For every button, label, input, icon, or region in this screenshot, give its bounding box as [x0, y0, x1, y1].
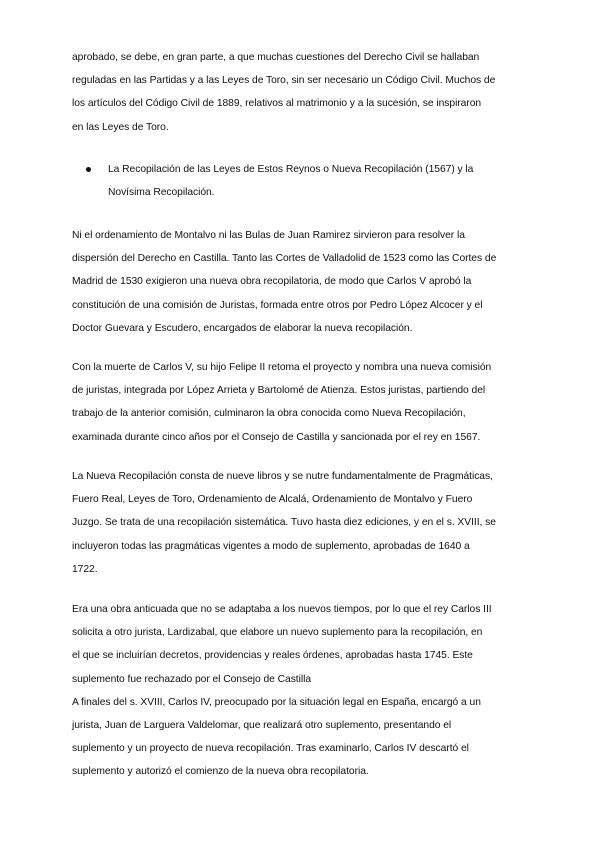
- paragraph-2: [72, 224, 534, 340]
- text-line: constitución de una comisión de Juristas, formada entre otros por Pedro López Alcocer y el: [72, 299, 483, 311]
- text-line: Novísima Recopilación.: [108, 187, 215, 199]
- text-line: Era una obra anticuada que no se adaptaba a los nuevos tiempos, por lo que el rey Carlos III: [72, 604, 492, 615]
- text-line: de juristas, integrada por López Arrieta y Bartolomé de Atienza. Estos juristas, partiendo del: [72, 385, 486, 397]
- text-line: A finales del s. XVIII, Carlos IV, preocupado por la situación legal en España, encargó a un: [72, 696, 481, 708]
- bullet-text: [108, 158, 473, 204]
- text-line: los artículos del Código Civil de 1889, relativos al matrimonio y a la sucesión, se inspiraron: [72, 98, 482, 110]
- text-line: incluyeron todas las pragmáticas vigentes a modo de suplemento, aprobadas de 1640 a: [72, 540, 470, 552]
- paragraph-5: [72, 598, 534, 784]
- paragraph-1: [72, 46, 534, 139]
- bullet-icon: [86, 167, 91, 172]
- text-line: dispersión del Derecho en Castilla. Tanto las Cortes de Valladolid de 1523 como las Cortes de: [72, 253, 497, 265]
- text-line: suplemento fue rechazado por el Consejo de Castilla: [72, 673, 312, 685]
- text-line: Ni el ordenamiento de Montalvo ni las Bulas de Juan Ramirez sirvieron para resolver la: [72, 230, 465, 241]
- text-line: trabajo de la anterior comisión, culminaron la obra conocida como Nueva Recopilación,: [72, 408, 466, 420]
- paragraph-3: [72, 356, 534, 449]
- text-line: Doctor Guevara y Escudero, encargados de elaborar la nueva recopilación.: [72, 322, 413, 334]
- paragraph-4: [72, 465, 534, 581]
- text-line: solicita a otro jurista, Lardizabal, que elabore un nuevo suplemento para la recopilación, en: [72, 627, 483, 639]
- text-line: suplemento y un proyecto de nueva recopilación. Tras examinarlo, Carlos IV descartó el: [72, 743, 469, 755]
- text-line: Juzgo. Se trata de una recopilación sistemática. Tuvo hasta diez ediciones, y en el s. XVIII, se: [72, 517, 496, 529]
- text-line: La Recopilación de las Leyes de Estos Reynos o Nueva Recopilación (1567) y la: [108, 164, 474, 175]
- text-line: La Nueva Recopilación consta de nueve libros y se nutre fundamentalmente de Pragmáticas,: [72, 471, 493, 482]
- text-line: Con la muerte de Carlos V, su hijo Felipe II retoma el proyecto y nombra una nueva comisión: [72, 362, 492, 373]
- text-line: el que se incluirían decretos, providencias y reales órdenes, aprobadas hasta 1745. Este: [72, 650, 473, 662]
- text-line: aprobado, se debe, en gran parte, a que muchas cuestiones del Derecho Civil se hallaban: [72, 52, 480, 63]
- text-line: Fuero Real, Leyes de Toro, Ordenamiento de Alcalá, Ordenamiento de Montalvo y Fuero: [72, 494, 473, 506]
- text-line: en las Leyes de Toro.: [72, 121, 169, 133]
- text-line: jurista, Juan de Larguera Valdelomar, que realizará otro suplemento, presentando el: [72, 719, 452, 731]
- text-line: reguladas en las Partidas y a las Leyes de Toro, sin ser necesario un Código Civil. Muchos de: [72, 75, 496, 87]
- text-line: Madrid de 1530 exigieron una nueva obra recopilatoria, de modo que Carlos V aprobó la: [72, 276, 472, 288]
- text-line: suplemento y autorizó el comienzo de la nueva obra recopilatoria.: [72, 766, 369, 778]
- text-line: examinada durante cinco años por el Consejo de Castilla y sancionada por el rey en 1567.: [72, 431, 481, 443]
- text-line: 1722.: [72, 563, 98, 575]
